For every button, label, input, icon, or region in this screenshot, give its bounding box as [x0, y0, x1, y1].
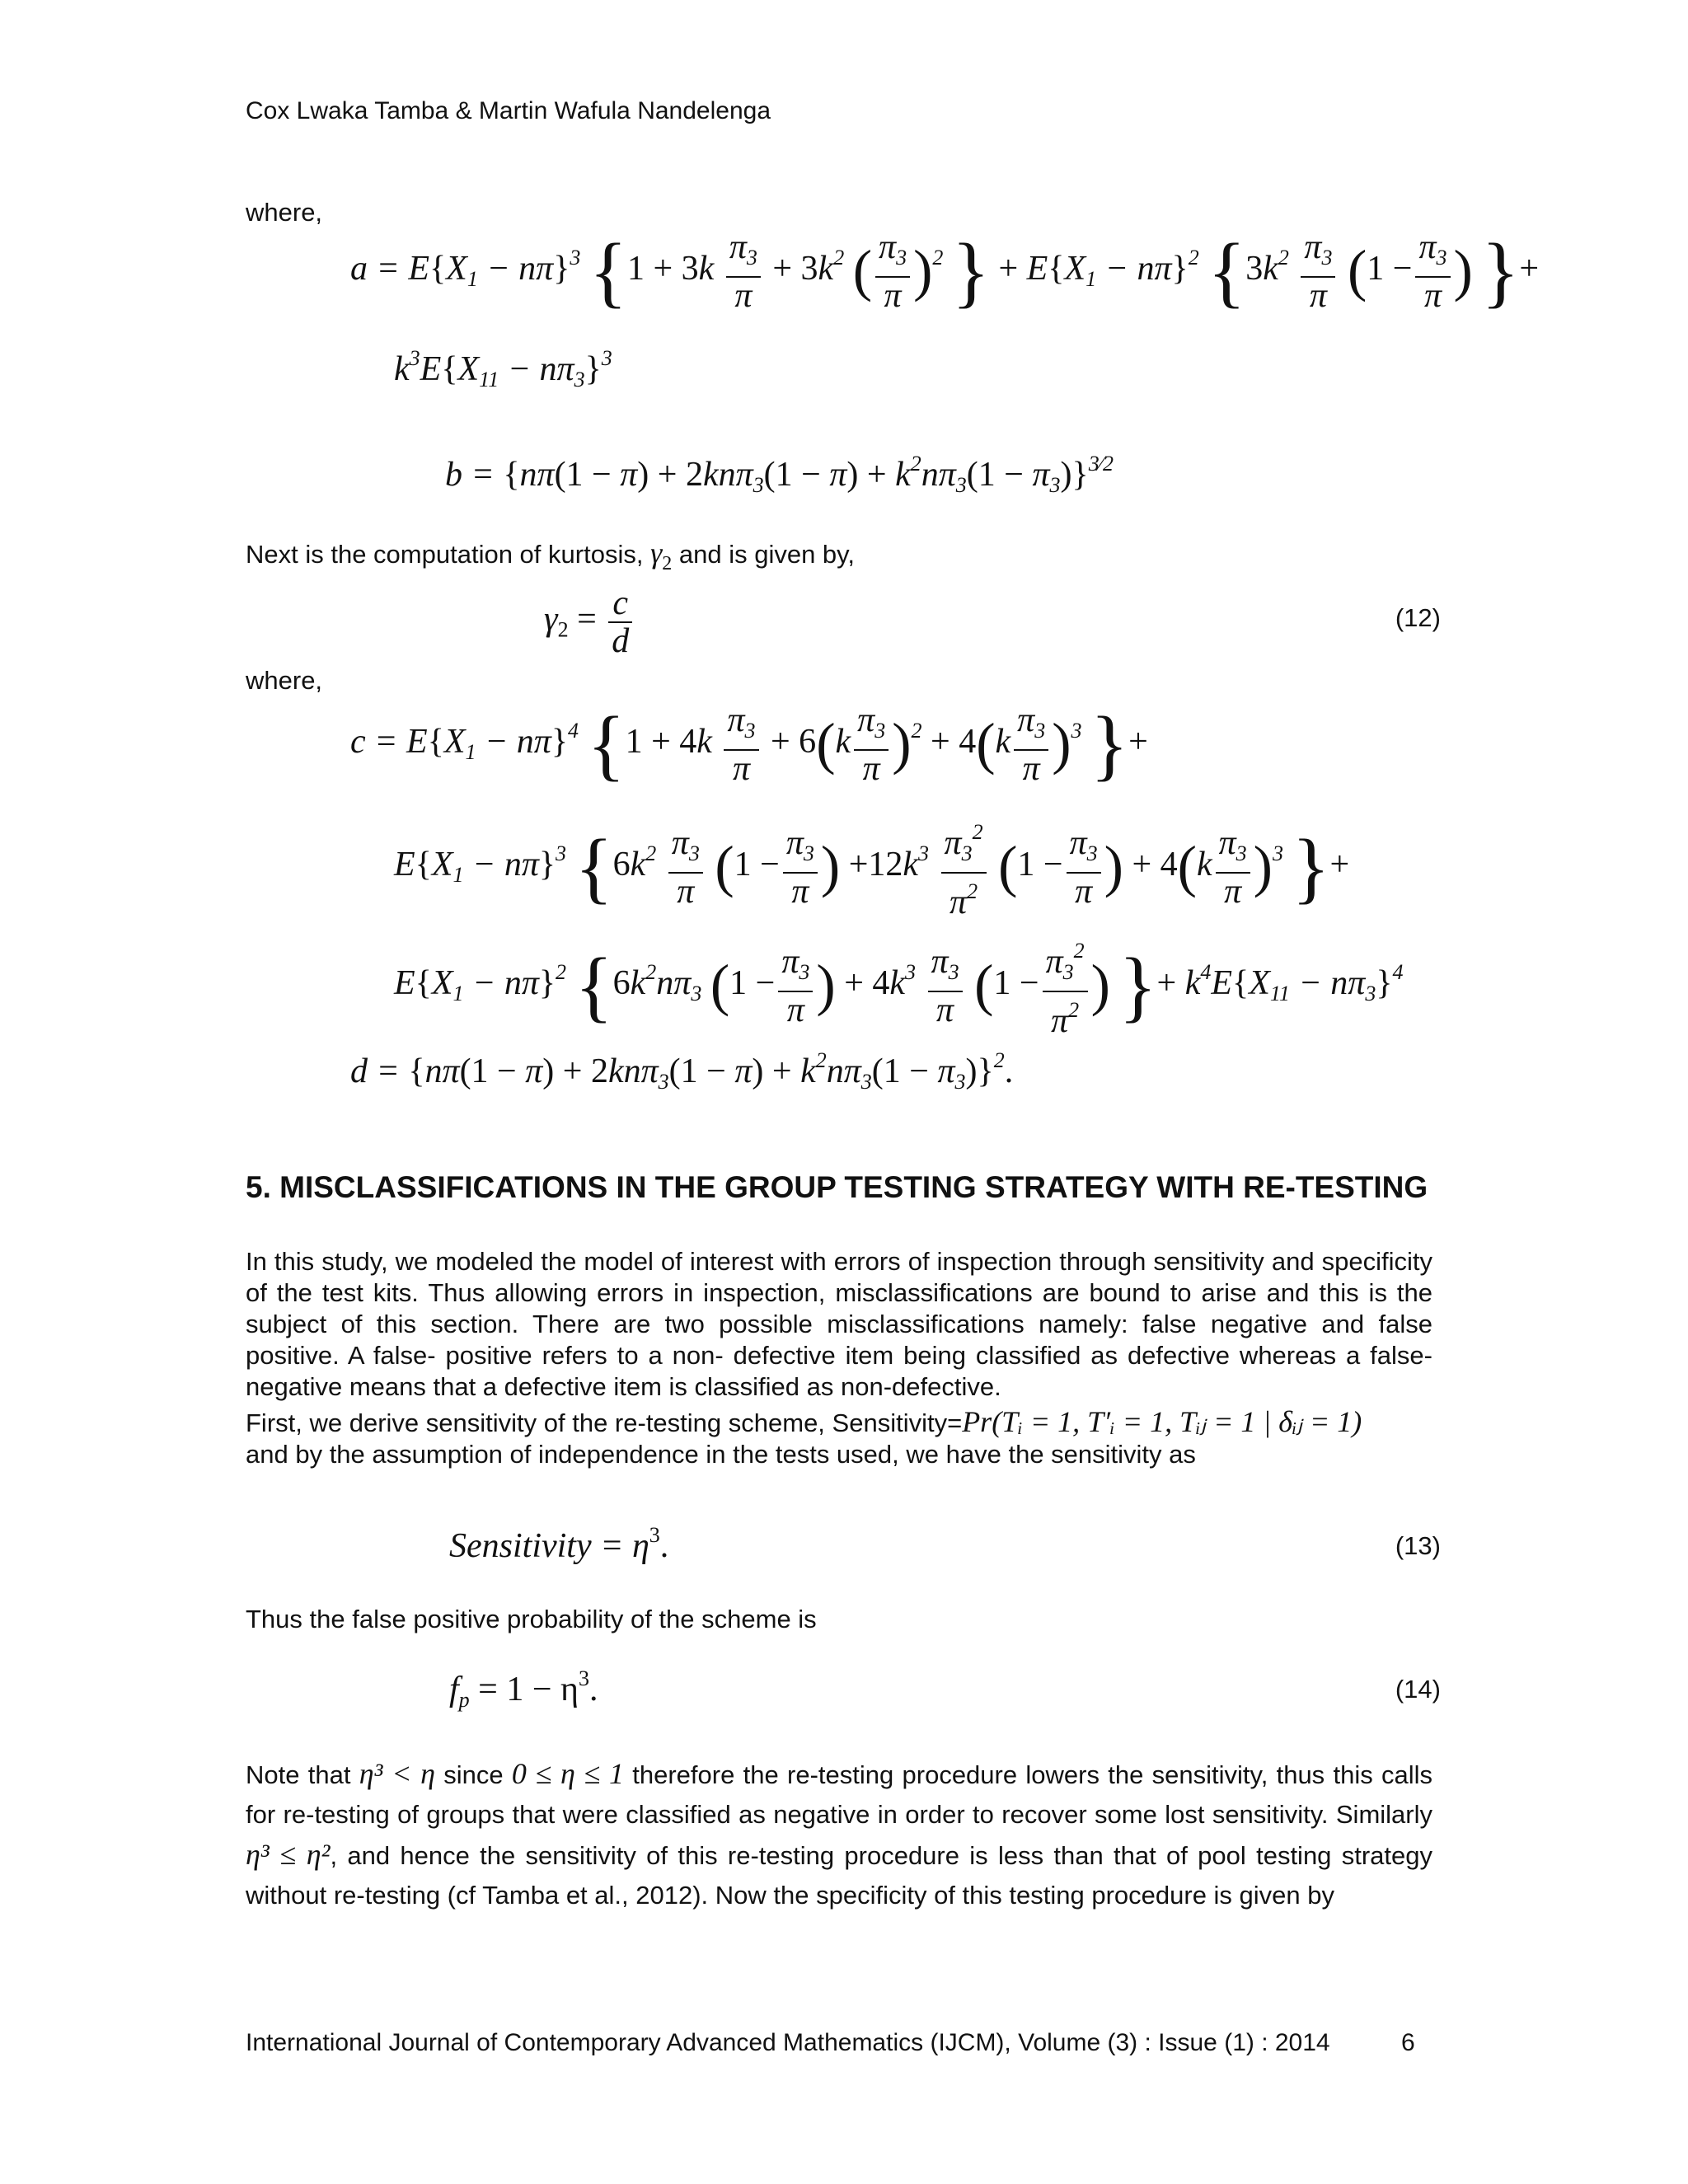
equation-c-line3: $E\{X_1 - n\pi\}^2$ {$6k^2n\pi_3$ (1 − $\frac{\pi_3}{\pi}$ ) + $4k^3$ $\frac{\pi_3}{\pi}$ (1 − $\frac{\pi_3^2}{\pi^2}$ ) }+ $k^4E\{X_{11} - n\pi_3\}^4$ — [394, 933, 1403, 1039]
equation-a-line2: $k^3E\{X_{11} - n\pi_3\}^3$ — [394, 346, 612, 391]
equation-a-line1: $a = E\{X_1 - n\pi\}^3$ {1 + 3k $\frac{\pi_3}{\pi}$ + $3k^2$ ( $\frac{\pi_3}{\pi}$ )$^2$ } + $E\{X_1 - n\pi\}^2$ {$3k^2$ $\frac{\pi_3}{\pi}$ (1 − $\frac{\pi_3}{\pi}$ ) }+ — [350, 227, 1540, 316]
running-header: Cox Lwaka Tamba & Martin Wafula Nandelenga — [246, 97, 771, 124]
equation-12: $\gamma_2$ = $\frac{c}{d}$ — [544, 585, 635, 659]
paragraph-misclassification: In this study, we modeled the model of interest with errors of inspection through sensitivity and specificity of the test kits. Thus allowing errors in inspection, misclassifications are bound to arise and this is the subject of this section. There are two possible misclassifications namely: false negative and false positive. A false- positive refers to a non- defective item being classified as defective whereas a false- negative means that a defective item is classified as non-defective. — [246, 1247, 1432, 1401]
section-heading: 5. MISCLASSIFICATIONS IN THE GROUP TESTING STRATEGY WITH RE-TESTING — [246, 1170, 1428, 1204]
equation-c-line1: $c = E\{X_1 - n\pi\}^4$ {1 + 4k $\frac{\pi_3}{\pi}$ + 6(k $\frac{\pi_3}{\pi}$ )$^2$ + 4(k $\frac{\pi_3}{\pi}$ )$^3$ }+ — [350, 700, 1148, 789]
where-label-1: where, — [246, 198, 323, 227]
equation-13: Sensitivity = $\eta^3$. — [449, 1523, 669, 1565]
equation-number-14: (14) — [1395, 1675, 1441, 1704]
equation-number-12: (12) — [1395, 603, 1441, 632]
sensitivity-probability: Pr(Tᵢ = 1, T′ᵢ = 1, Tᵢⱼ = 1 | δᵢⱼ = 1) — [962, 1405, 1362, 1438]
paragraph-false-positive: Thus the false positive probability of the scheme is — [246, 1605, 817, 1633]
footer-journal: International Journal of Contemporary Advanced Mathematics (IJCM), Volume (3) : Issue (1) : 2014 — [246, 2029, 1330, 2056]
paragraph-sensitivity: First, we derive sensitivity of the re-testing scheme, Sensitivity=Pr(Tᵢ = 1, T′ᵢ = 1, Tᵢⱼ = 1 | δᵢⱼ = 1) and by the assumption of independence in the tests used, we have the sensitivity as — [246, 1405, 1362, 1469]
equation-d: $d = \{n\pi(1 - \pi) + 2kn\pi_3(1 - \pi) + k^2n\pi_3(1 - \pi_3)\}^2$. — [350, 1048, 1014, 1094]
equation-b: $b = \{n\pi(1 - \pi) + 2kn\pi_3(1 - \pi) + k^2n\pi_3(1 - \pi_3)\}^{3⁄2}$ — [445, 452, 1114, 497]
equation-14: $f_p = 1 - \eta^3$. — [449, 1666, 598, 1712]
equation-number-13: (13) — [1395, 1531, 1441, 1560]
paragraph-note: Note that η³ < η since 0 ≤ η ≤ 1 therefore the re-testing procedure lowers the sensitivity, thus this calls for re-testing of groups that were classified as negative in order to recover some lost sensitivity. Similarly η³ ≤ η², and hence the sensitivity of this re-testing procedure is less than that of pool testing strategy without re-testing (cf Tamba et al., 2012). Now the specificity of this testing procedure is given by — [246, 1757, 1433, 1910]
equation-c-line2: $E\{X_1 - n\pi\}^3$ {$6k^2$ $\frac{\pi_3}{\pi}$ (1 − $\frac{\pi_3}{\pi}$ ) $+12k^3$ $\frac{\pi_3^2}{\pi^2}$ (1 − $\frac{\pi_3}{\pi}$ ) + 4(k $\frac{\pi_3}{\pi}$ )$^3$ }+ — [394, 814, 1349, 921]
page-number: 6 — [1401, 2029, 1415, 2056]
kurtosis-intro: Next is the computation of kurtosis, $\gamma_2$ and is given by, — [246, 537, 855, 574]
where-label-2: where, — [246, 666, 323, 695]
